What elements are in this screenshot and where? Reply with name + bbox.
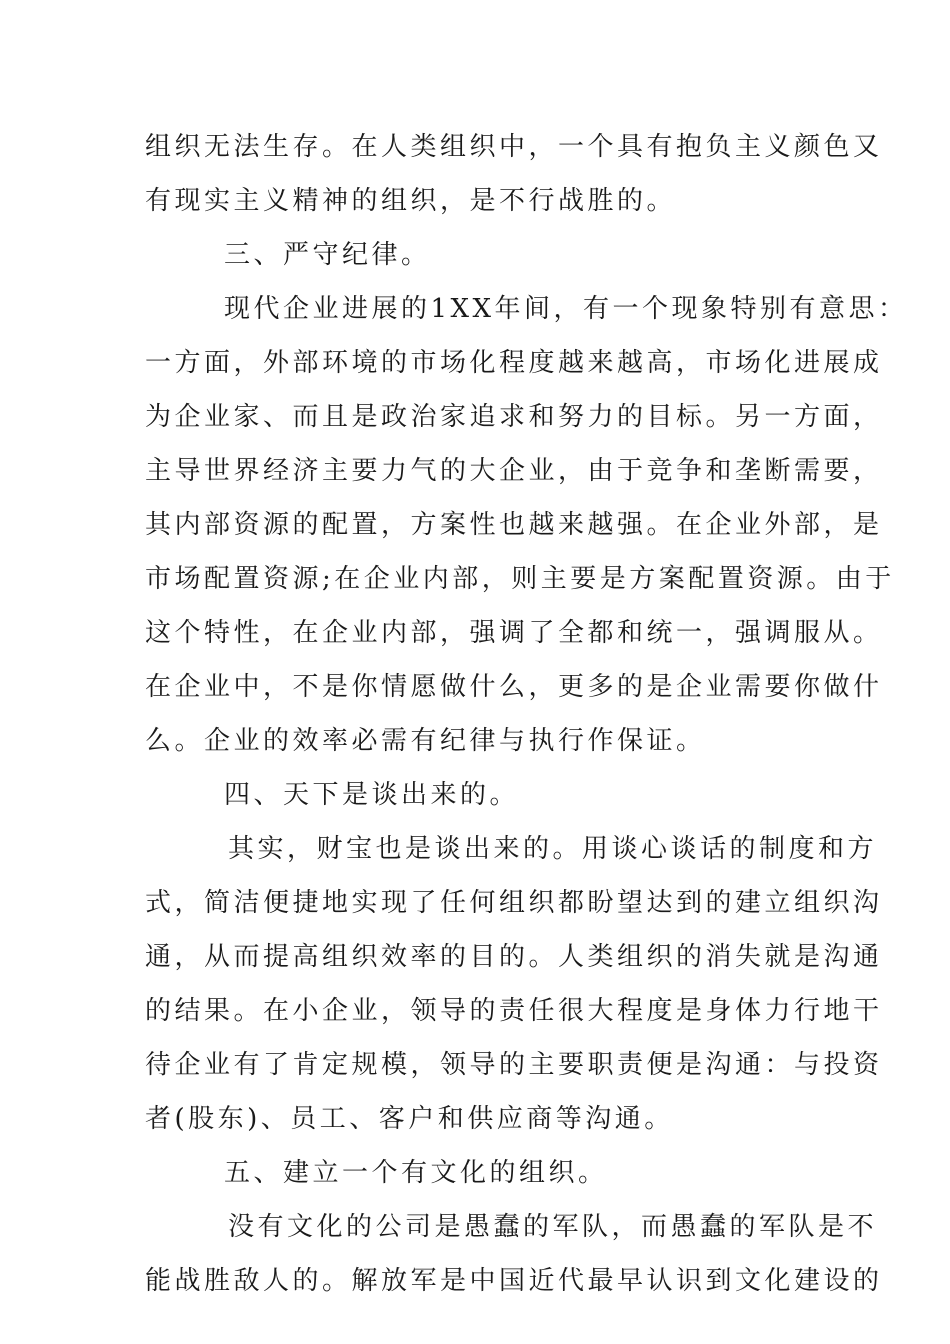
paragraph-line: 市场配置资源;在企业内部，则主要是方案配置资源。由于 (145, 564, 895, 594)
paragraph-line: 能战胜敌人的。解放军是中国近代最早认识到文化建设的 (145, 1266, 883, 1296)
paragraph-line: 通，从而提高组织效率的目的。人类组织的消失就是沟通 (145, 942, 883, 972)
section-heading: 四、天下是谈出来的。 (224, 780, 520, 810)
paragraph-line: 么。企业的效率必需有纪律与执行作保证。 (145, 726, 706, 756)
paragraph-line: 这个特性，在企业内部，强调了全都和统一，强调服从。 (145, 618, 883, 648)
paragraph-line: 的结果。在小企业，领导的责任很大程度是身体力行地干 (145, 996, 883, 1026)
paragraph-line: 有现实主义精神的组织，是不行战胜的。 (145, 186, 677, 216)
paragraph-line: 者(股东)、员工、客户和供应商等沟通。 (145, 1104, 674, 1134)
paragraph-line: 式，简洁便捷地实现了任何组织都盼望达到的建立组织沟 (145, 888, 883, 918)
paragraph-line: 一方面，外部环境的市场化程度越来越高，市场化进展成 (145, 348, 883, 378)
paragraph-line: 没有文化的公司是愚蠢的军队，而愚蠢的军队是不 (228, 1212, 878, 1242)
paragraph-line: 组织无法生存。在人类组织中，一个具有抱负主义颜色又 (145, 132, 883, 162)
paragraph-line: 其内部资源的配置，方案性也越来越强。在企业外部，是 (145, 510, 883, 540)
paragraph-line: 待企业有了肯定规模，领导的主要职责便是沟通：与投资 (145, 1050, 883, 1080)
paragraph-line: 其实，财宝也是谈出来的。用谈心谈话的制度和方 (228, 834, 878, 864)
section-heading: 三、严守纪律。 (224, 240, 431, 270)
paragraph-line: 为企业家、而且是政治家追求和努力的目标。另一方面， (145, 402, 883, 432)
section-heading: 五、建立一个有文化的组织。 (224, 1158, 608, 1188)
paragraph-line: 在企业中，不是你情愿做什么，更多的是企业需要你做什 (145, 672, 883, 702)
paragraph-line: 主导世界经济主要力气的大企业，由于竞争和垄断需要， (145, 456, 883, 486)
paragraph-line: 现代企业进展的1XX年间，有一个现象特别有意思： (224, 294, 908, 324)
